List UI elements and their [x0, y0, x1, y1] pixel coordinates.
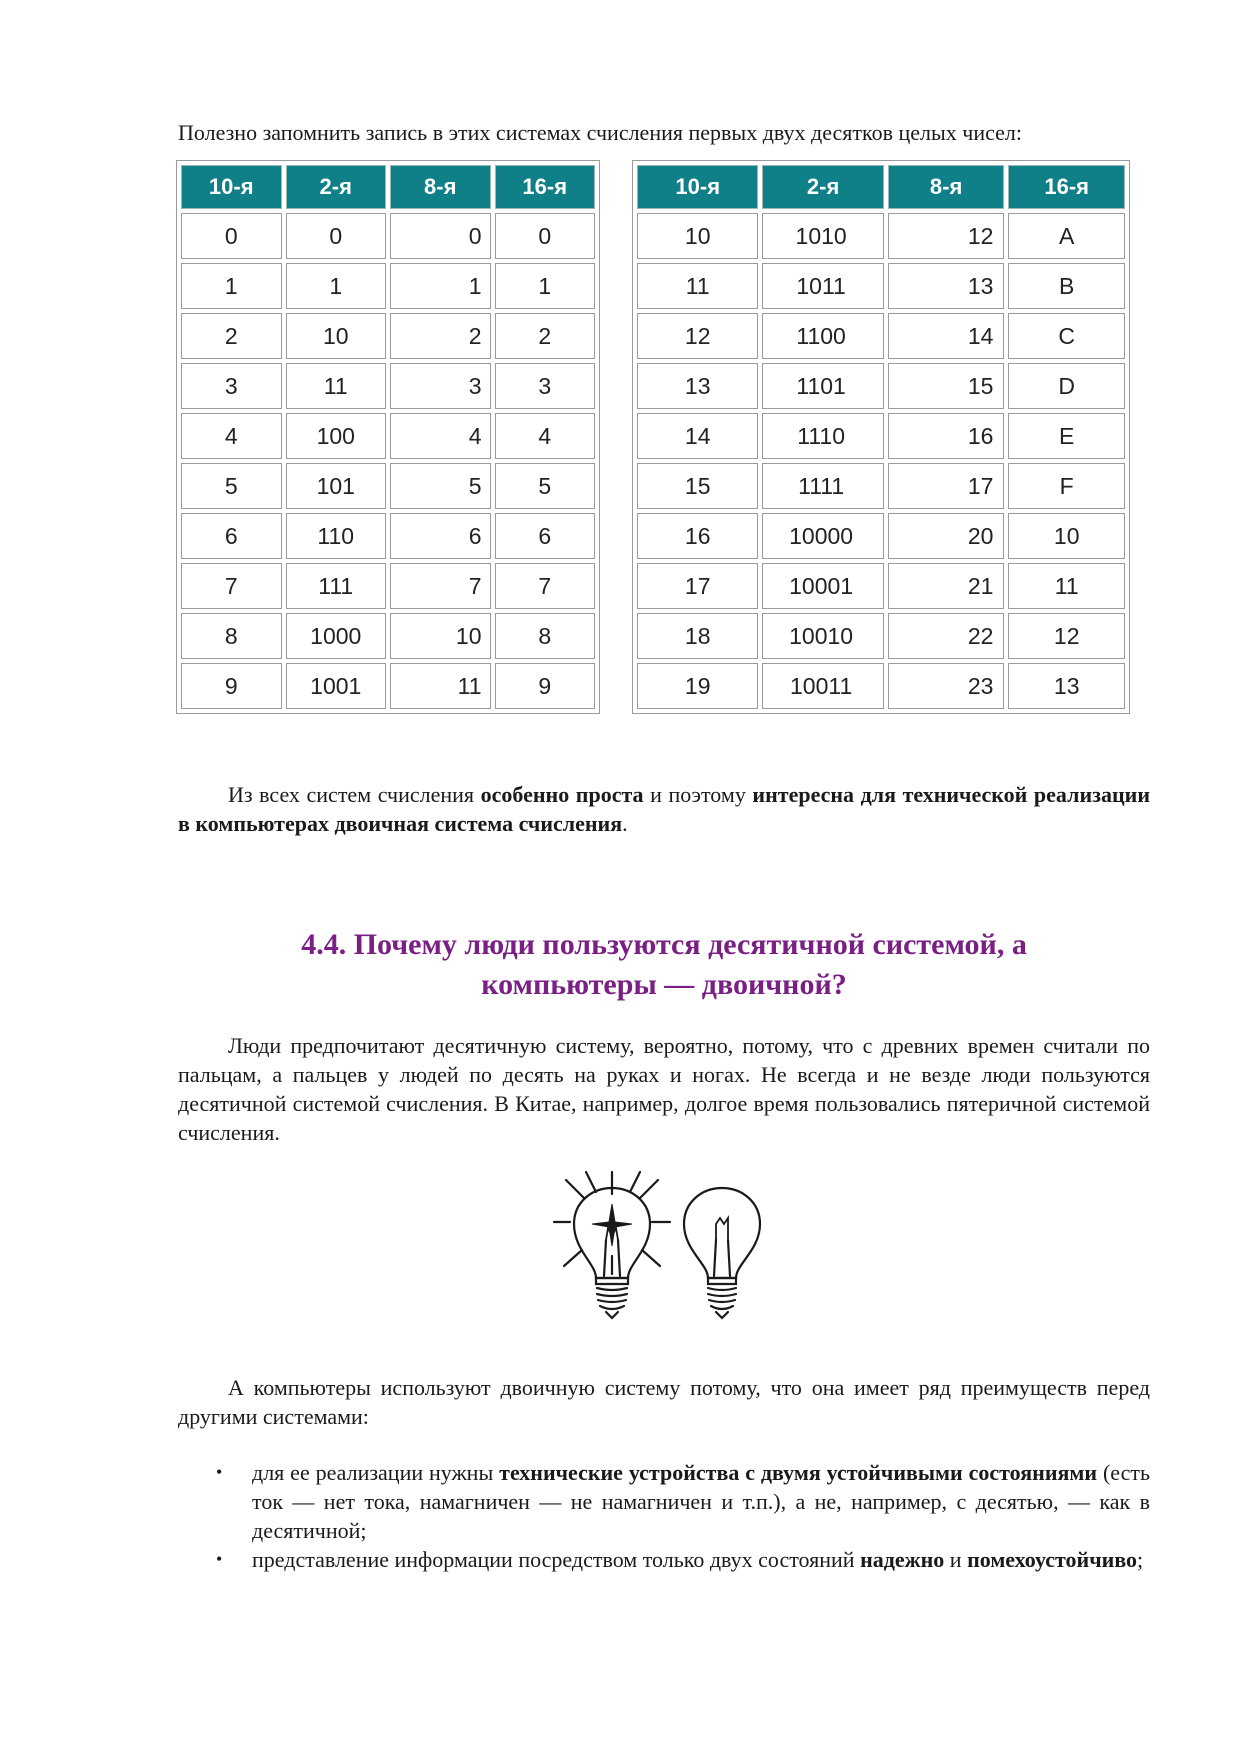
table-row	[637, 563, 1125, 609]
table-cell: 7	[181, 563, 282, 609]
list-item	[178, 1458, 1150, 1545]
number-table-left	[176, 160, 600, 714]
table-cell: 20	[888, 513, 1005, 559]
table-cell: 1	[390, 263, 491, 309]
item-bold-text: надежно	[860, 1547, 945, 1572]
table-cell: 1	[286, 263, 387, 309]
item-text: для ее реализации нужны	[252, 1460, 500, 1485]
table-cell: 16	[637, 513, 758, 559]
table-cell: 3	[181, 363, 282, 409]
item-bold-text: технические устройства с двумя устойчивыми состояниями	[499, 1460, 1098, 1485]
table-row	[637, 613, 1125, 659]
unlit-bulb-icon	[684, 1188, 760, 1318]
table-row	[181, 413, 595, 459]
para-text: .	[622, 811, 628, 836]
table-row	[637, 263, 1125, 309]
table-cell: D	[1008, 363, 1125, 409]
table-cell: 110	[286, 513, 387, 559]
table-cell: 23	[888, 663, 1005, 709]
table-cell: 1101	[762, 363, 883, 409]
table-cell: 0	[390, 213, 491, 259]
para-bold-text: особенно проста	[480, 782, 644, 807]
table-cell: 2	[181, 313, 282, 359]
table-cell: 100	[286, 413, 387, 459]
table-cell: 22	[888, 613, 1005, 659]
table-cell: 9	[181, 663, 282, 709]
table-cell: 5	[495, 463, 596, 509]
table-cell: 10	[286, 313, 387, 359]
table-cell: 0	[286, 213, 387, 259]
item-text: ;	[1137, 1547, 1144, 1572]
number-table-right	[632, 160, 1130, 714]
para-text: Из всех систем счисления	[228, 782, 481, 807]
table-cell: 10	[390, 613, 491, 659]
table-cell: 1000	[286, 613, 387, 659]
computers-binary-paragraph: А компьютеры используют двоичную систему потому, что она имеет ряд преимуществ перед другими системами:	[178, 1375, 1150, 1429]
table-row	[637, 463, 1125, 509]
advantages-list	[178, 1458, 1150, 1574]
table-cell: 3	[495, 363, 596, 409]
table-cell: A	[1008, 213, 1125, 259]
table-cell: 111	[286, 563, 387, 609]
table-cell: 13	[888, 263, 1005, 309]
item-text: (есть ток — нет тока, намагничен — не намагничен и т.п.), а не, например, с десятью, — как в десятичной;	[252, 1460, 1151, 1543]
table-row	[181, 613, 595, 659]
table-cell: 6	[495, 513, 596, 559]
table-cell: 1100	[762, 313, 883, 359]
table-cell: 1111	[762, 463, 883, 509]
header-hex: 16-я	[1008, 165, 1125, 209]
table-cell: 15	[637, 463, 758, 509]
table-cell: 5	[181, 463, 282, 509]
table-row	[637, 413, 1125, 459]
table-row	[637, 663, 1125, 709]
table-cell: 13	[637, 363, 758, 409]
table-cell: 12	[637, 313, 758, 359]
people-decimal-paragraph: Люди предпочитают десятичную систему, вероятно, потому, что с древних времен считали по пальцам, а пальцев у людей по десять на руках и ногах. Не всегда и не везде люди пользуются десятичной системой счисления. В Китае, например, долгое время пользовались пятеричной системой счисления.	[178, 1033, 1150, 1145]
table-cell: 17	[637, 563, 758, 609]
lit-bulb-icon	[554, 1172, 670, 1318]
table-cell: 0	[495, 213, 596, 259]
table-cell: 4	[181, 413, 282, 459]
table-cell: 14	[637, 413, 758, 459]
header-decimal: 10-я	[181, 165, 282, 209]
item-text: представление информации посредством только двух состояний	[252, 1547, 861, 1572]
bullet-icon: •	[216, 1549, 223, 1569]
table-row	[637, 213, 1125, 259]
header-binary: 2-я	[286, 165, 387, 209]
table-cell: 11	[1008, 563, 1125, 609]
table-header-row	[637, 165, 1125, 209]
table-cell: 11	[637, 263, 758, 309]
table-cell: 12	[888, 213, 1005, 259]
table-cell: 10001	[762, 563, 883, 609]
header-decimal: 10-я	[637, 165, 758, 209]
header-octal: 8-я	[390, 165, 491, 209]
para-text: и поэтому	[643, 782, 753, 807]
table-row	[181, 263, 595, 309]
header-octal: 8-я	[888, 165, 1005, 209]
heading-line-1: 4.4. Почему люди пользуются десятичной системой, а	[301, 928, 1027, 961]
table-cell: 6	[390, 513, 491, 559]
table-cell: 6	[181, 513, 282, 559]
item-text: и	[944, 1547, 968, 1572]
table-cell: 21	[888, 563, 1005, 609]
table-cell: 1	[495, 263, 596, 309]
table-cell: 19	[637, 663, 758, 709]
table-cell: 3	[390, 363, 491, 409]
table-cell: 1001	[286, 663, 387, 709]
table-row	[181, 513, 595, 559]
binary-simplicity-paragraph	[178, 780, 1150, 838]
table-cell: 10011	[762, 663, 883, 709]
table-cell: E	[1008, 413, 1125, 459]
bullet-icon: •	[216, 1462, 223, 1482]
table-row	[637, 313, 1125, 359]
table-row	[181, 563, 595, 609]
table-cell: 11	[286, 363, 387, 409]
table-cell: 14	[888, 313, 1005, 359]
table-cell: 2	[390, 313, 491, 359]
table-cell: 5	[390, 463, 491, 509]
item-bold-text: помехоустойчиво	[967, 1547, 1138, 1572]
table-cell: 7	[495, 563, 596, 609]
table-cell: B	[1008, 263, 1125, 309]
table-cell: 2	[495, 313, 596, 359]
table-row	[637, 513, 1125, 559]
table-cell: 4	[495, 413, 596, 459]
table-cell: 10	[637, 213, 758, 259]
table-cell: 10010	[762, 613, 883, 659]
table-cell: 10	[1008, 513, 1125, 559]
table-cell: 4	[390, 413, 491, 459]
table-cell: 8	[495, 613, 596, 659]
table-cell: 9	[495, 663, 596, 709]
table-cell: 13	[1008, 663, 1125, 709]
header-hex: 16-я	[495, 165, 596, 209]
table-row	[181, 313, 595, 359]
table-cell: 1	[181, 263, 282, 309]
table-row	[181, 213, 595, 259]
table-row	[181, 363, 595, 409]
table-cell: 15	[888, 363, 1005, 409]
heading-line-2: компьютеры — двоичной?	[481, 968, 847, 1001]
table-cell: 1011	[762, 263, 883, 309]
table-cell: 7	[390, 563, 491, 609]
table-cell: 101	[286, 463, 387, 509]
table-cell: 18	[637, 613, 758, 659]
table-cell: 10000	[762, 513, 883, 559]
table-cell: F	[1008, 463, 1125, 509]
table-cell: 17	[888, 463, 1005, 509]
intro-text: Полезно запомнить запись в этих системах счисления первых двух десятков целых чисел:	[178, 120, 1023, 145]
table-cell: 12	[1008, 613, 1125, 659]
table-cell: C	[1008, 313, 1125, 359]
table-row	[181, 463, 595, 509]
para-bold-text: интересна для технической реализации в компьютерах двоичная система счисления	[178, 782, 1150, 836]
list-item	[178, 1545, 1150, 1574]
light-bulbs-illustration	[548, 1166, 778, 1346]
table-cell: 1010	[762, 213, 883, 259]
table-cell: 16	[888, 413, 1005, 459]
section-heading	[178, 925, 1150, 1005]
table-cell: 8	[181, 613, 282, 659]
header-binary: 2-я	[762, 165, 883, 209]
table-cell: 0	[181, 213, 282, 259]
table-row	[637, 363, 1125, 409]
table-cell: 1110	[762, 413, 883, 459]
table-header-row	[181, 165, 595, 209]
table-cell: 11	[390, 663, 491, 709]
table-row	[181, 663, 595, 709]
